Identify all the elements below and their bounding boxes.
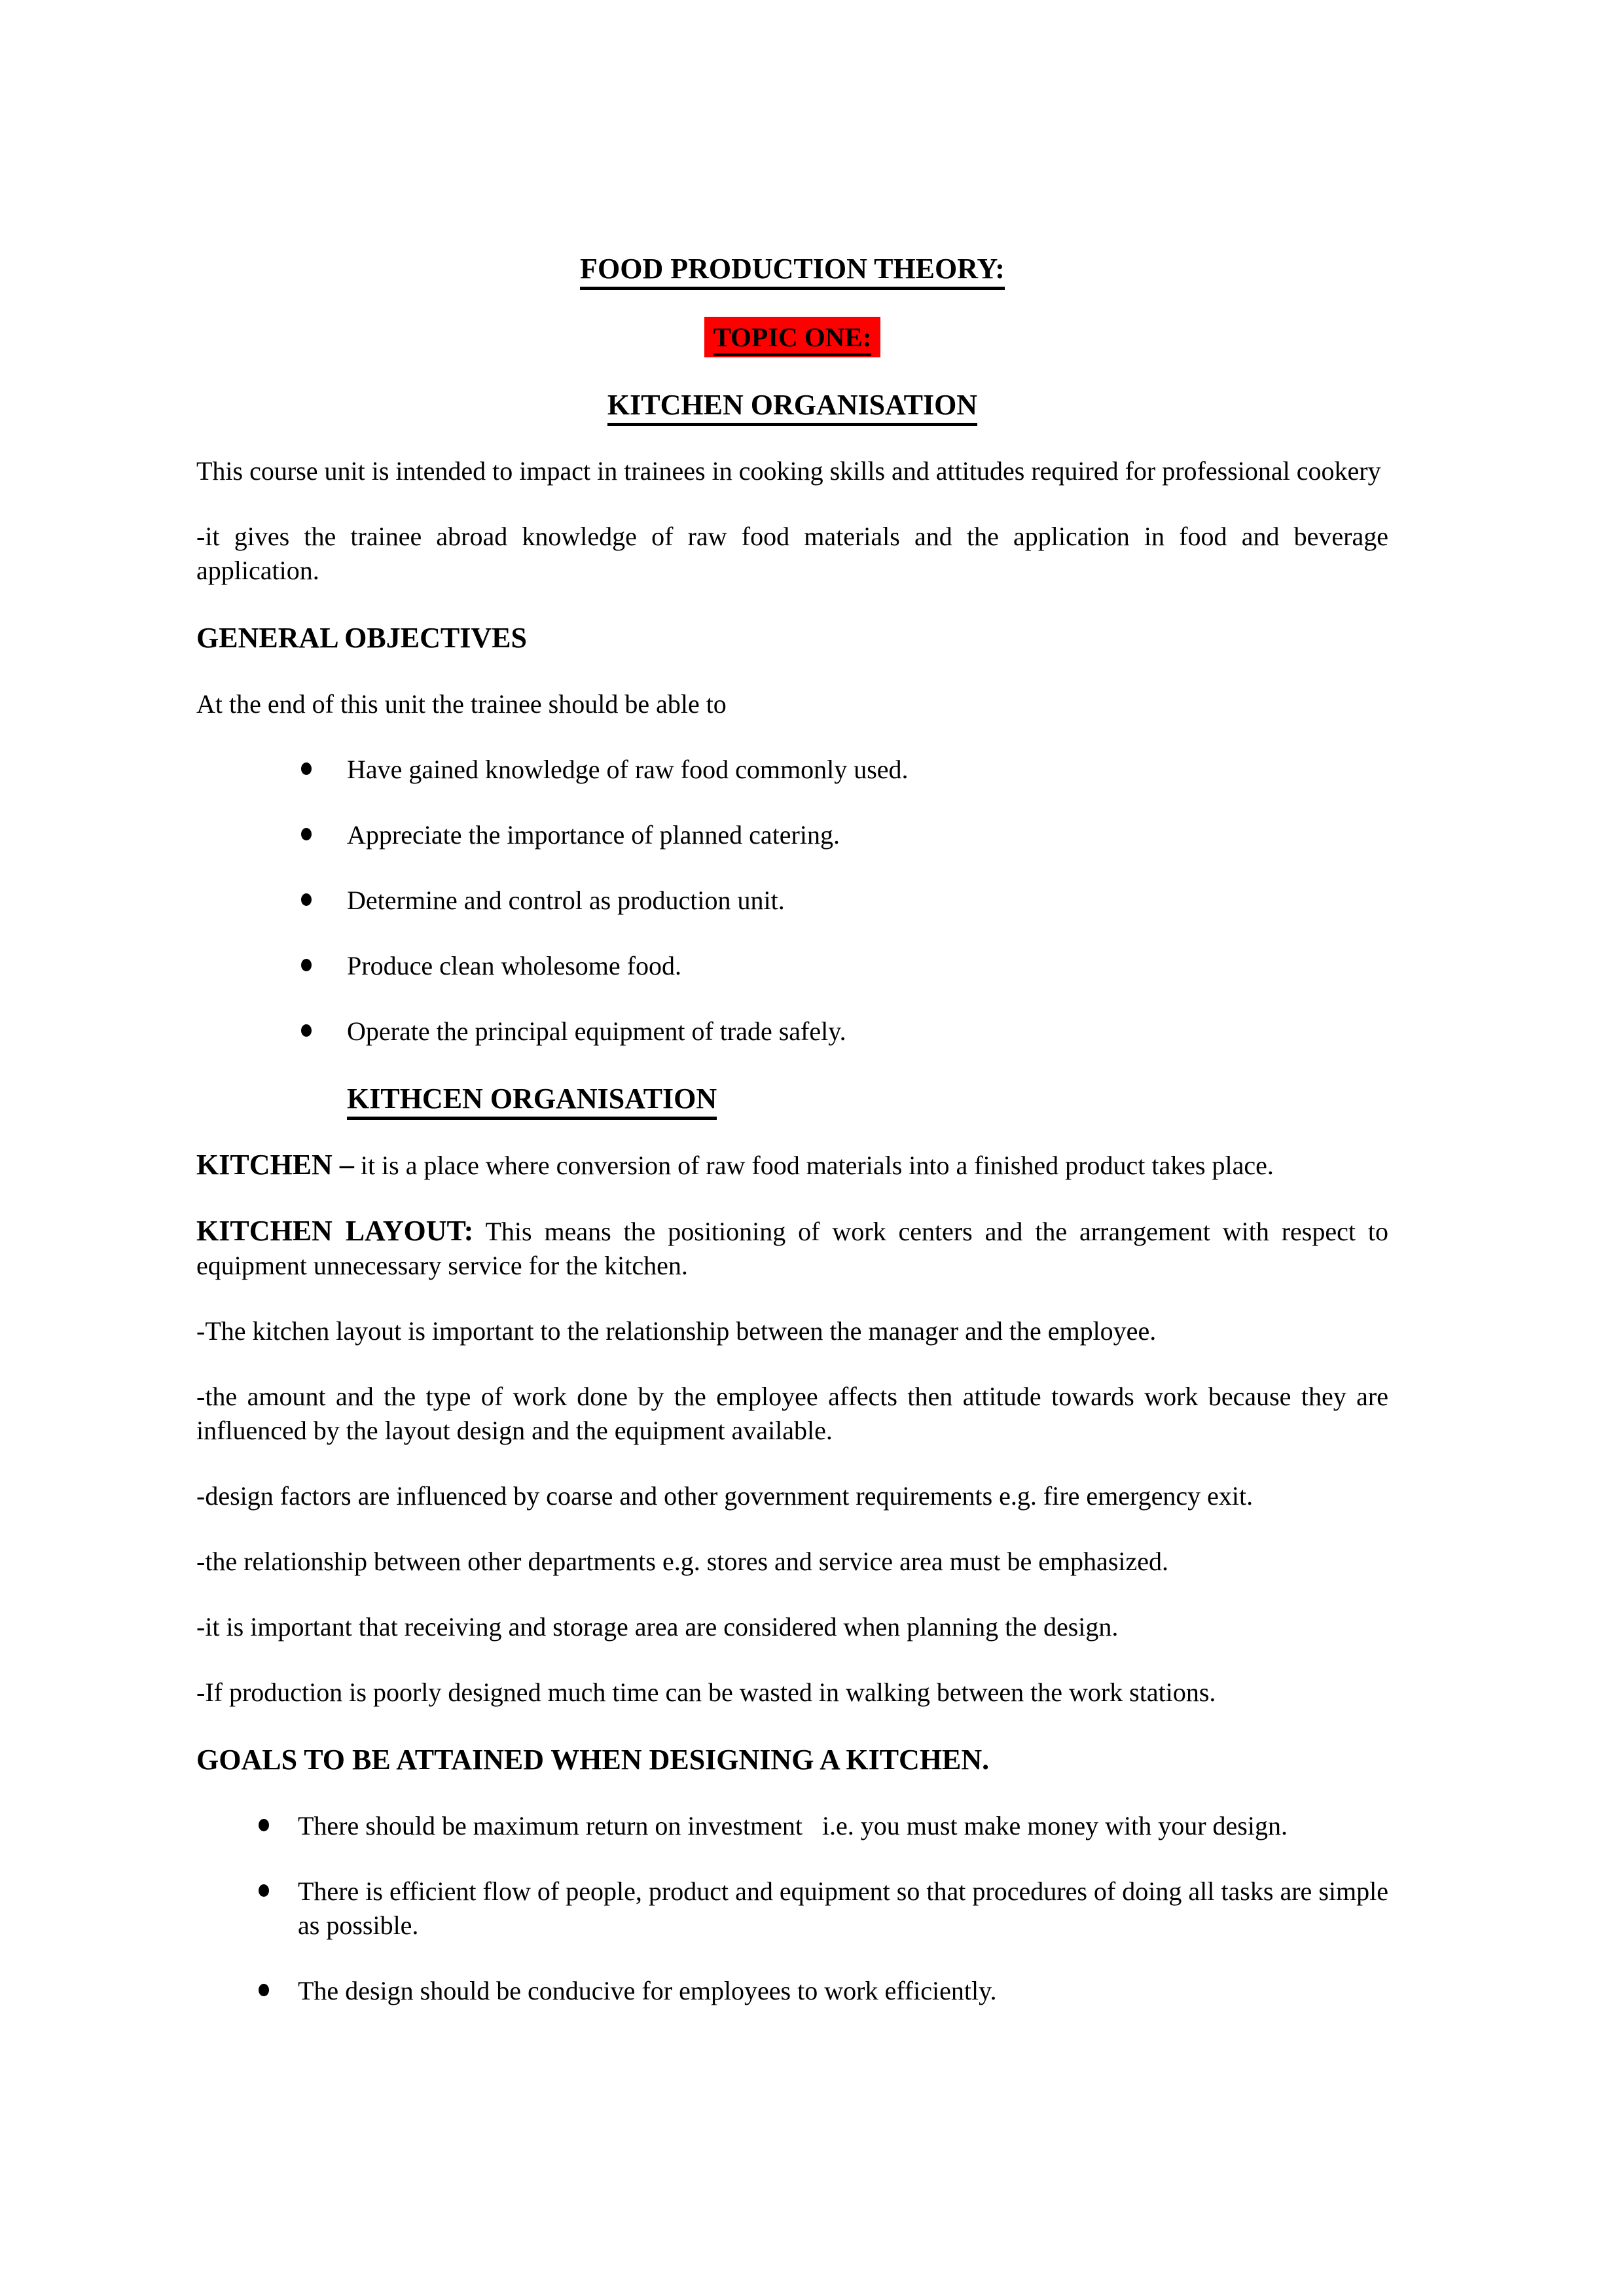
bullet-icon xyxy=(301,959,312,971)
kitchen-definition-paragraph xyxy=(196,1148,1388,1183)
page-subtitle xyxy=(196,386,1388,424)
kitchen-organisation-underline: KITHCEN ORGANISATION xyxy=(347,1083,717,1120)
kitchen-organisation-heading xyxy=(347,1080,1388,1118)
bullet-icon xyxy=(301,828,312,840)
kitchen-note: -the amount and the type of work done by the employee affects then attitude towards work because they are influenced by the layout design and the equipment available. xyxy=(196,1382,1388,1445)
general-objectives-heading: GENERAL OBJECTIVES xyxy=(196,622,527,654)
list-item-text: There should be maximum return on investment i.e. you must make money with your design. xyxy=(298,1811,1288,1840)
list-item-text: Appreciate the importance of planned catering. xyxy=(347,820,840,850)
objectives-list xyxy=(196,753,1388,1049)
list-item xyxy=(196,818,1388,852)
bullet-icon xyxy=(301,893,312,906)
list-item xyxy=(196,1809,1388,1843)
page-subtitle-underline: KITCHEN ORGANISATION xyxy=(607,389,977,426)
page-title-underline: FOOD PRODUCTION THEORY: xyxy=(580,253,1005,290)
kitchen-layout-paragraph xyxy=(196,1214,1388,1283)
bullet-icon xyxy=(301,1024,312,1037)
kitchen-note: -The kitchen layout is important to the relationship between the manager and the employee. xyxy=(196,1316,1157,1346)
bullet-icon xyxy=(301,762,312,775)
bullet-icon xyxy=(259,1884,269,1897)
intro-paragraph-2: -it gives the trainee abroad knowledge of raw food materials and the application in food and beverage application. xyxy=(196,522,1388,585)
topic-badge-text: TOPIC ONE: xyxy=(713,322,872,356)
page-title xyxy=(196,250,1388,288)
list-item xyxy=(196,884,1388,918)
topic-badge-row xyxy=(196,318,1388,356)
goals-heading: GOALS TO BE ATTAINED WHEN DESIGNING A KITCHEN. xyxy=(196,1744,990,1776)
list-item-text: The design should be conducive for employees to work efficiently. xyxy=(298,1976,997,2005)
kitchen-definition-text: it is a place where conversion of raw food materials into a finished product takes place. xyxy=(353,1151,1274,1180)
list-item xyxy=(196,1874,1395,1943)
intro-paragraph-1: This course unit is intended to impact in trainees in cooking skills and attitudes required for professional cookery xyxy=(196,456,1381,486)
kitchen-layout-term: KITCHEN LAYOUT: xyxy=(196,1215,474,1247)
list-item-text: There is efficient flow of people, product and equipment so that procedures of doing all tasks are simple as possible. xyxy=(298,1876,1395,1940)
bullet-icon xyxy=(259,1819,269,1831)
kitchen-note: -design factors are influenced by coarse and other government requirements e.g. fire emergency exit. xyxy=(196,1481,1254,1511)
list-item-text: Have gained knowledge of raw food commonly used. xyxy=(347,755,909,784)
kitchen-term: KITCHEN – xyxy=(196,1149,354,1181)
list-item-text: Produce clean wholesome food. xyxy=(347,951,681,980)
kitchen-note: -If production is poorly designed much time can be wasted in walking between the work stations. xyxy=(196,1677,1216,1707)
topic-highlight xyxy=(704,317,881,357)
general-objectives-lead: At the end of this unit the trainee should be able to xyxy=(196,689,727,719)
kitchen-note: -the relationship between other departments e.g. stores and service area must be emphasized. xyxy=(196,1547,1168,1576)
kitchen-layout-text: This means the positioning of work centers and the arrangement with respect to equipment unnecessary service for the kitchen. xyxy=(196,1217,1388,1280)
kitchen-note: -it is important that receiving and storage area are considered when planning the design. xyxy=(196,1612,1119,1641)
list-item-text: Operate the principal equipment of trade safely. xyxy=(347,1016,846,1046)
list-item xyxy=(196,1014,1388,1049)
goals-list xyxy=(196,1809,1395,2008)
list-item xyxy=(196,753,1388,787)
list-item xyxy=(196,949,1388,983)
list-item-text: Determine and control as production unit. xyxy=(347,886,785,915)
bullet-icon xyxy=(259,1984,269,1996)
list-item xyxy=(196,1974,1388,2008)
